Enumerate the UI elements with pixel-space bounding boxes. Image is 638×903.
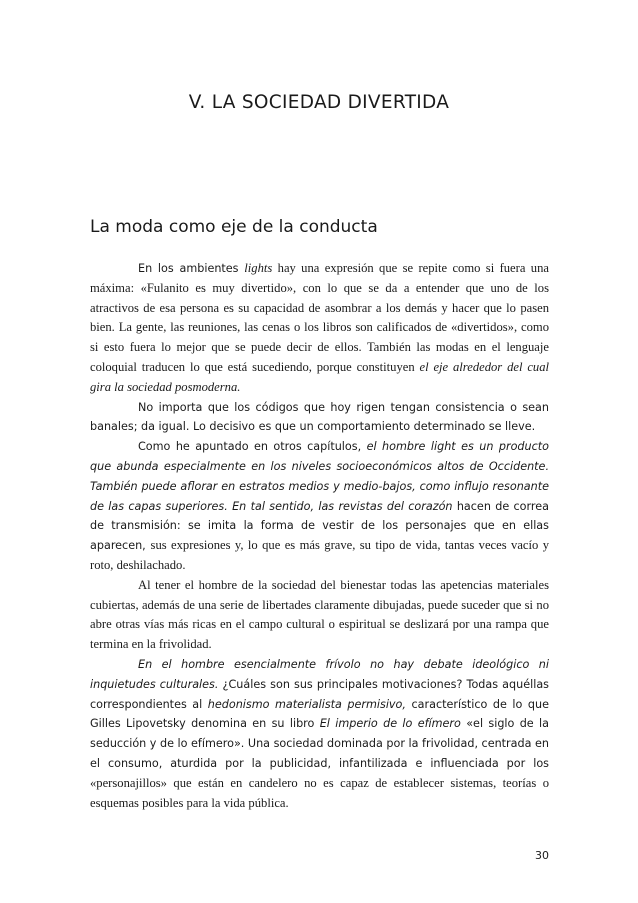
page-number: 30: [535, 849, 549, 862]
paragraph: [90, 437, 549, 576]
text-run: «personajillos» que están en candelero no es capaz de establecer sistemas, teorías o esquemas posibles para la vida pública.: [90, 775, 549, 810]
paragraph: [90, 655, 549, 813]
text-run: hedonismo materialista permisivo,: [207, 697, 406, 711]
text-run: sus expresiones y, lo que es más grave, su tipo de vida, tantas veces vacío y roto, deshilachado.: [90, 538, 549, 572]
text-run: característico de lo que Gilles Lipovetsky denomina en su libro: [90, 697, 549, 731]
text-run: No importa que los códigos que hoy rigen tengan consistencia o sean banales; da igual. Lo decisivo es que un comportamiento determinado se lleve.: [90, 400, 549, 434]
text-run: En el hombre esencialmente frívolo no hay debate ideológico ni inquietudes culturales.: [90, 657, 549, 691]
text-run: el eje alrededor del cual gira la sociedad posmoderna.: [90, 359, 549, 394]
text-run: el hombre light es un producto que abunda especialmente en los niveles socioeconómicos altos de Occidente. También puede aflorar en estratos medios y medio-bajos, como influjo resonante de las capas superiores. En tal sentido, las revistas del corazón: [90, 440, 549, 513]
text-run: El imperio de lo efímero: [319, 717, 461, 731]
body-text: [90, 259, 549, 813]
text-run: hay una expresión que se repite como si fuera una máxima: «Fulanito es muy divertido», con lo que se da a entender que uno de los atractivos de esa persona es su capacidad de asombrar a los demás y hacer que lo pasen bien. La gente, las reuniones, las cenas o los libros son calificados de «divertidos», como si esto fuera lo mejor que se puede decir de ellos. También las modas en el lenguaje coloquial traducen lo que está sucediendo, porque constituyen: [90, 261, 549, 374]
text-run: lights: [244, 261, 273, 275]
paragraph: [90, 259, 549, 398]
text-run: Como he apuntado en otros capítulos,: [138, 440, 367, 454]
section-title: La moda como eje de la conducta: [90, 217, 378, 237]
text-run: ¿Cuáles son sus principales motivaciones? Todas aquéllas correspondientes al: [90, 677, 550, 711]
text-run: Al tener el hombre de la sociedad del bienestar todas las apetencias materiales cubiertas, además de una serie de libertades claramente dibujadas, puede suceder que si no abre otras vías más ricas en el campo cultural o espiritual se deslizará por una rampa que termina en la frivolidad.: [90, 577, 549, 652]
text-run: En los ambientes: [138, 262, 245, 275]
text-run: hacen de correa de transmisión: se imita la forma de vestir de los personajes que en ellas aparecen,: [90, 499, 549, 553]
paragraph: [90, 576, 549, 655]
chapter-title: V. LA SOCIEDAD DIVERTIDA: [188, 92, 450, 113]
text-run: «el siglo de la seducción y de lo efímero». Una sociedad dominada por la frivolidad, centrada en el consumo, aturdida por la publicidad, infantilizada e influenciada por los: [90, 717, 550, 770]
paragraph: [90, 398, 549, 438]
